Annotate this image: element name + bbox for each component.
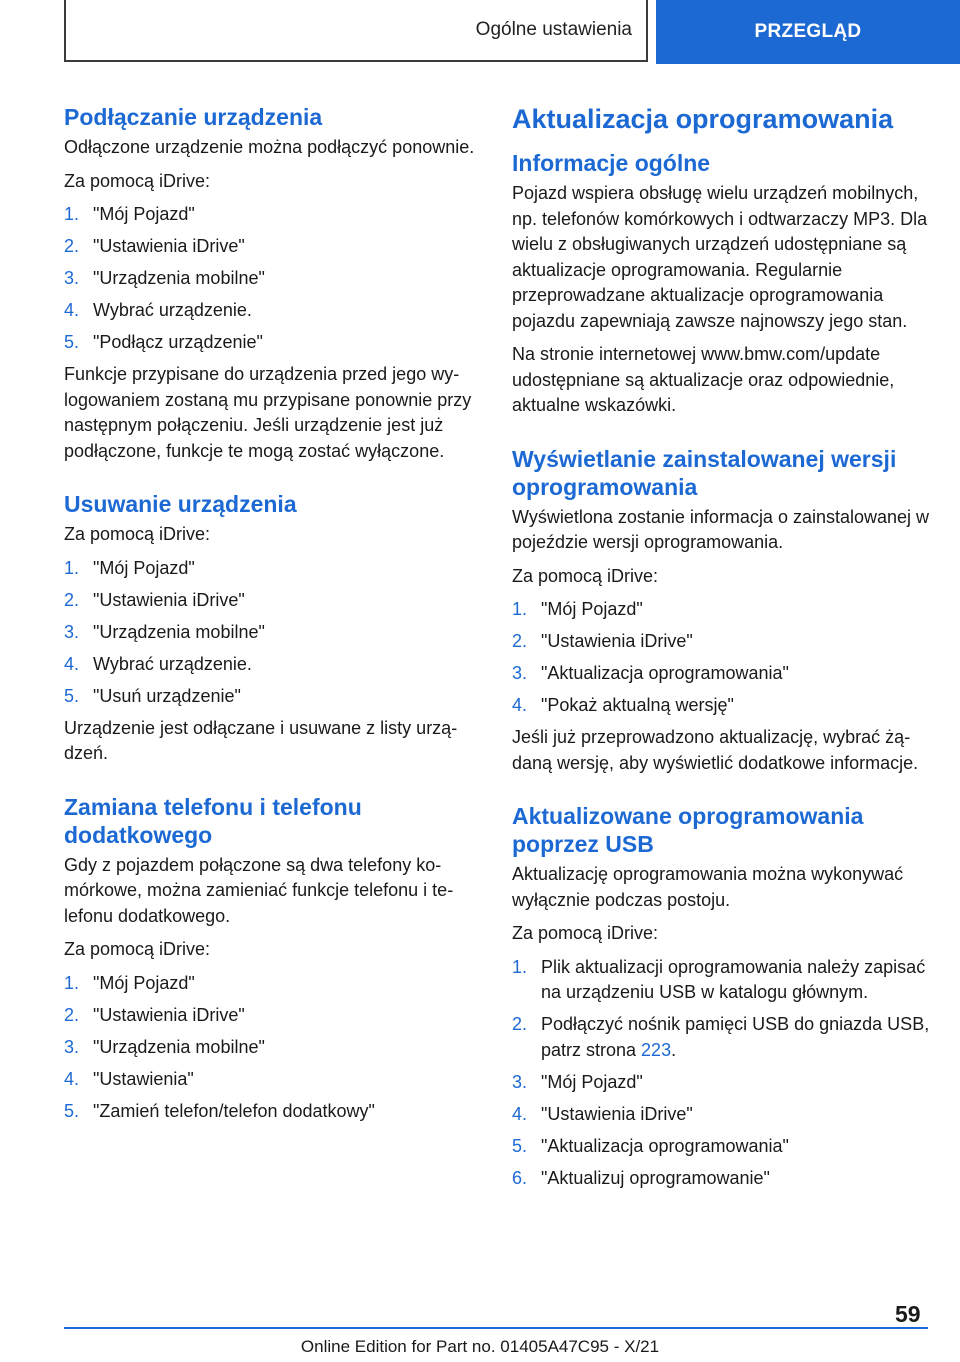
swap-title: Zamiana telefonu i telefonu dodatkowego (64, 793, 362, 848)
list-item: 5. "Podłącz urządzenie" (64, 332, 263, 352)
version-after: Jeśli już przeprowadzono aktualizację, wybrać żądaną wersję, aby wyświetlić dodatkowe informacje. (512, 727, 919, 773)
list-item: 5. "Aktualizacja oprogramowania" (512, 1135, 789, 1156)
list-item: 6. "Aktualizuj oprogramowanie" (512, 1167, 770, 1188)
version-steps (512, 597, 930, 719)
list-item: 3. "Mój Pojazd" (512, 1071, 643, 1092)
list-item: 4. "Ustawienia iDrive" (512, 1103, 693, 1124)
list-item: 1. Plik aktualizacji oprogramowania należy zapisać na urządzeniu USB w katalogu głównym. (512, 956, 926, 1002)
version-intro: Wyświetlona zostanie informacja o zainstalowanej w pojeździe wersji oprogramowania. (512, 506, 930, 552)
footer-divider (64, 1327, 928, 1329)
remove-via: Za pomocą iDrive: (64, 524, 211, 544)
connect-intro: Odłączone urządzenie można podłączyć ponownie. (64, 137, 475, 157)
page-link[interactable]: 223 (641, 1039, 672, 1060)
connect-steps (64, 202, 479, 356)
software-update-title: Aktualizacja oprogramowania (512, 104, 894, 134)
list-item: 1. "Mój Pojazd" (64, 204, 195, 224)
list-item: 4. Wybrać urządzenie. (64, 300, 252, 320)
connect-after: Funkcje przypisane do urządzenia przed jego wylogowaniem zostaną mu przypisane ponownie przy następnym połączeniu. Jeśli urządzenie jest już podłączone, funkcje te mogą zostać wyłączone. (64, 364, 472, 461)
list-item: 5. "Zamień telefon/telefon dodatkowy" (64, 1100, 375, 1121)
remove-title: Usuwanie urządzenia (64, 491, 297, 517)
footer-text: Online Edition for Part no. 01405A47C95 - X/21 (300, 1337, 660, 1356)
page-number: 59 (895, 1301, 921, 1327)
swap-steps (64, 971, 479, 1125)
version-title: Wyświetlanie zainstalowanej wersji oprogramowania (512, 445, 897, 500)
list-item: 1. "Mój Pojazd" (512, 599, 643, 619)
header-section-box (64, 0, 648, 62)
list-item: 2. Podłączyć nośnik pamięci USB do gniazda USB, patrz strona 223. (512, 1014, 930, 1060)
list-item: 3. "Urządzenia mobilne" (64, 1036, 265, 1057)
remove-steps (64, 556, 479, 710)
list-item: 4. Wybrać urządzenie. (64, 653, 252, 674)
remove-after: Urządzenie jest odłączane i usuwane z listy urządzeń. (64, 717, 458, 763)
list-item: 3. "Aktualizacja oprogramowania" (512, 663, 789, 683)
usb-intro: Aktualizację oprogramowania można wykonywać wyłącznie podczas postoju. (512, 864, 904, 910)
list-item: 2. "Ustawienia iDrive" (64, 236, 245, 256)
list-item: 5. "Usuń urządzenie" (64, 685, 241, 706)
list-item: 1. "Mój Pojazd" (64, 972, 195, 993)
swap-intro: Gdy z pojazdem połączone są dwa telefony komórkowe, można zamieniać funkcje telefonu i telefonu dodatkowego. (64, 854, 454, 926)
list-item: 2. "Ustawienia iDrive" (512, 631, 693, 651)
right-column (512, 103, 930, 1198)
header-tab-label: PRZEGLĄD (754, 21, 862, 42)
list-item: 4. "Pokaż aktualną wersję" (512, 695, 734, 715)
swap-via: Za pomocą iDrive: (64, 939, 211, 959)
list-item: 2. "Ustawienia iDrive" (64, 1004, 245, 1025)
list-item: 3. "Urządzenia mobilne" (64, 621, 265, 642)
usb-steps (512, 955, 930, 1192)
general-info-p2: Na stronie internetowej www.bmw.com/update udostępniane są aktualizacje oraz odpowiednie, aktualne wskazówki. (512, 344, 895, 415)
connect-via: Za pomocą iDrive: (64, 170, 211, 191)
header-section-title: Ogólne ustawienia (475, 19, 632, 40)
header-tab[interactable] (656, 0, 960, 64)
general-info-title: Informacje ogólne (512, 150, 711, 176)
usb-via: Za pomocą iDrive: (512, 923, 659, 943)
version-via: Za pomocą iDrive: (512, 565, 659, 586)
list-item: 4. "Ustawienia" (64, 1068, 194, 1089)
list-item: 1. "Mój Pojazd" (64, 557, 195, 578)
list-item: 2. "Ustawienia iDrive" (64, 589, 245, 610)
connect-title: Podłączanie urządzenia (64, 104, 323, 130)
left-column (64, 103, 479, 1131)
usb-title: Aktualizowane oprogramowania poprzez USB (512, 803, 864, 857)
general-info-p1: Pojazd wspiera obsługę wielu urządzeń mobilnych, np. telefonów komórkowych i odtwarzaczy MP3. Dla wielu z obsługiwanych urządzeń udostępniane są aktualizacje oprogramowania. Regularnie przeprowadzane aktualizacje oprogramowania pojazdu zapewniają zawsze najnowszy jego stan. (512, 183, 928, 331)
list-item: 3. "Urządzenia mobilne" (64, 268, 265, 288)
